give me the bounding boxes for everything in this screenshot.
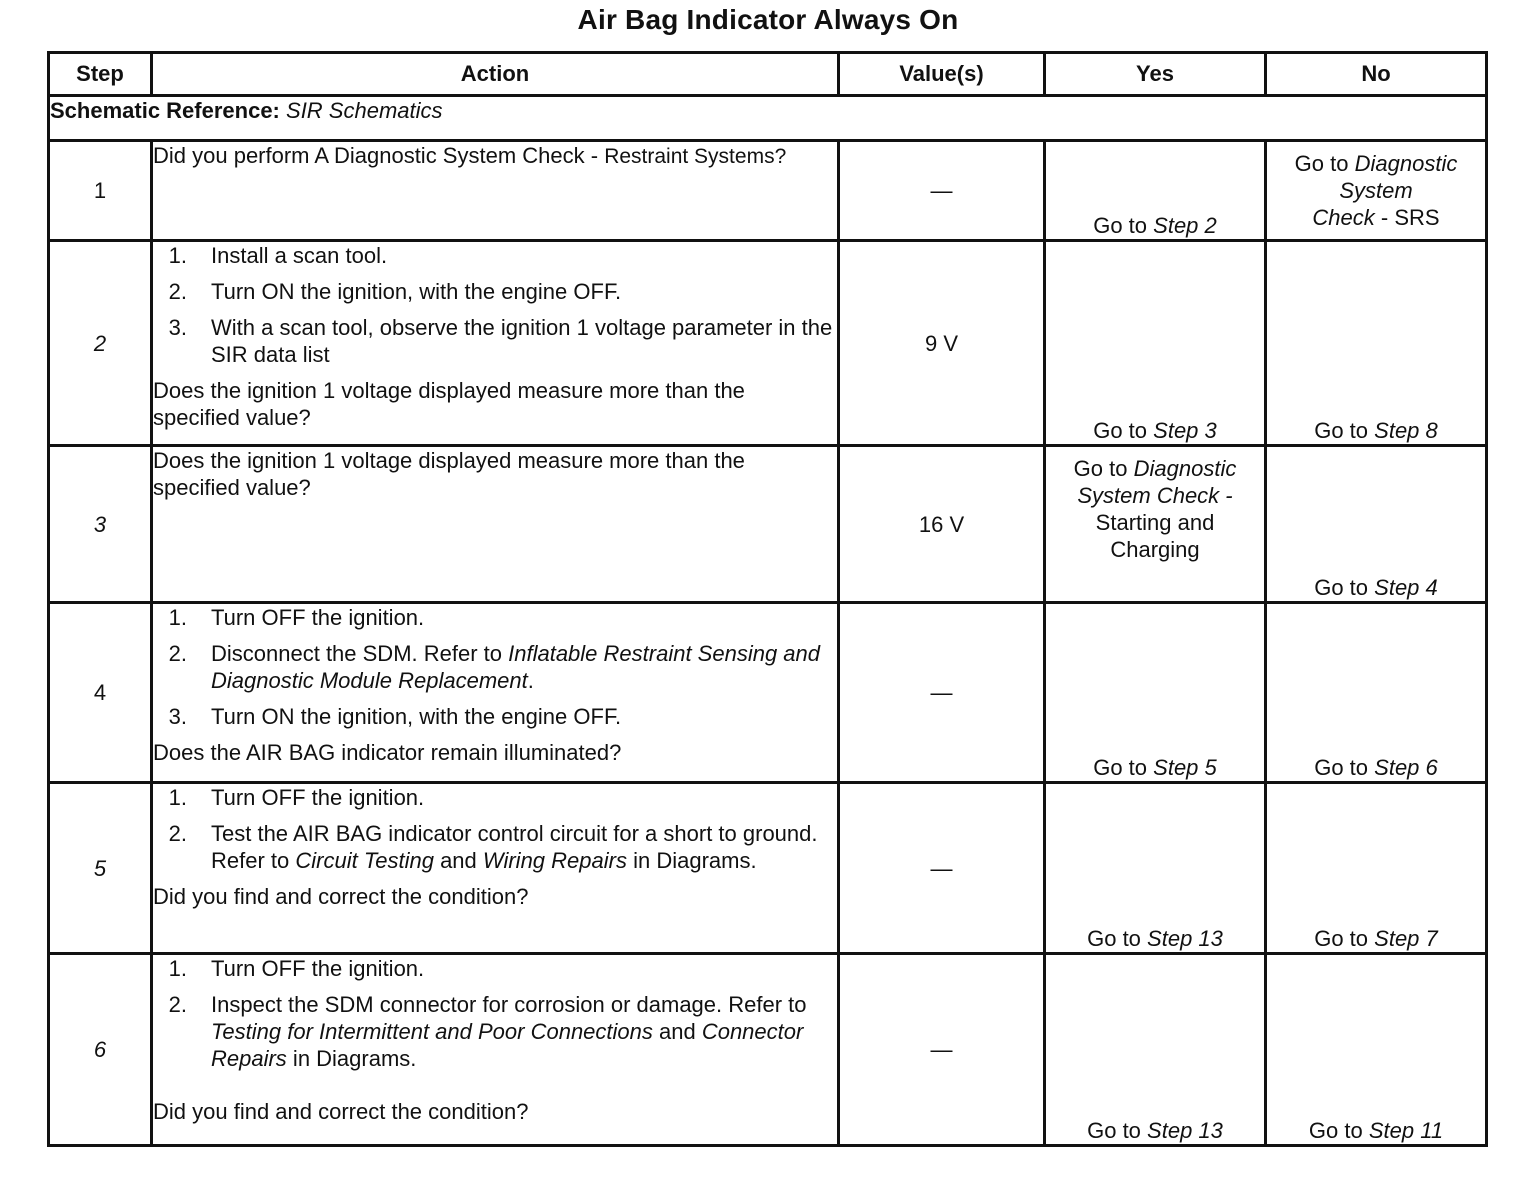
- action-item: 3. With a scan tool, observe the ignition 1 voltage parameter in the SIR data list: [168, 315, 833, 367]
- header-step: Step: [49, 53, 152, 96]
- yes-cell: Go to Diagnostic System Check - Starting and Charging: [1045, 446, 1266, 603]
- no-cell: [1266, 141, 1487, 241]
- table-row: [49, 141, 1487, 241]
- value-cell: —: [839, 954, 1045, 1146]
- step-number: 1: [49, 141, 152, 241]
- action-list: [153, 604, 837, 730]
- value-cell: 16 V: [839, 446, 1045, 603]
- action-question: Did you perform A Diagnostic System Check -: [153, 143, 599, 168]
- action-item: 1. Install a scan tool.: [168, 243, 388, 268]
- yes-cell: Go to Step 5: [1045, 603, 1266, 783]
- action-cell: [152, 241, 839, 446]
- yes-cell: Go to Step 13: [1045, 783, 1266, 954]
- action-question: Did you find and correct the condition?: [153, 1099, 529, 1124]
- action-item: 2. Turn ON the ignition, with the engine OFF.: [168, 279, 622, 304]
- action-item: 1. Turn OFF the ignition.: [168, 785, 425, 810]
- no-cell: Go to Step 11: [1266, 954, 1487, 1146]
- yes-link: System Check -: [1077, 483, 1233, 508]
- no-link: Diagnostic: [1354, 151, 1458, 176]
- yes-step-link: Step 13: [1147, 926, 1223, 951]
- action-list: [153, 784, 837, 874]
- no-link: Check: [1312, 205, 1375, 230]
- yes-step-link: Step 2: [1153, 213, 1217, 238]
- table-row: [49, 603, 1487, 783]
- schematic-label: Schematic Reference:: [50, 98, 280, 123]
- no-step-link: Step 4: [1374, 575, 1438, 600]
- yes-cell: [1045, 141, 1266, 241]
- action-list: [153, 955, 837, 1072]
- header-yes: Yes: [1045, 53, 1266, 96]
- yes-cell: Go to Step 3: [1045, 241, 1266, 446]
- no-cell: Go to Step 4: [1266, 446, 1487, 603]
- no-step-link: Step 6: [1374, 755, 1438, 780]
- action-question: Does the ignition 1 voltage displayed measure more than the specified value?: [153, 378, 745, 430]
- step-number: 5: [49, 783, 152, 954]
- step-number: 6: [49, 954, 152, 1146]
- schematic-reference: [49, 96, 1487, 141]
- no-step-link: Step 7: [1374, 926, 1438, 951]
- action-cell: [152, 141, 839, 241]
- goto-text: Go to: [1294, 151, 1349, 176]
- step-number: 2: [49, 241, 152, 446]
- no-cell: Go to Step 6: [1266, 603, 1487, 783]
- value-cell: 9 V: [839, 241, 1045, 446]
- action-question: Did you find and correct the condition?: [153, 884, 529, 909]
- no-cell: Go to Step 8: [1266, 241, 1487, 446]
- action-item: 2. Test the AIR BAG indicator control circuit for a short to ground. Refer to Circuit Testing and Wiring Repairs in Diagrams.: [168, 821, 818, 873]
- value-cell: —: [839, 141, 1045, 241]
- action-cell: [152, 954, 839, 1146]
- action-item: 3. Turn ON the ignition, with the engine OFF.: [168, 704, 622, 729]
- page-title: Air Bag Indicator Always On: [577, 4, 959, 35]
- action-question-cont: Restraint Systems?: [604, 145, 787, 168]
- header-action: Action: [152, 53, 839, 96]
- no-link-suffix: - SRS: [1374, 205, 1440, 230]
- schematic-row: [49, 96, 1487, 141]
- yes-step-link: Step 13: [1147, 1118, 1223, 1143]
- table-row: [49, 241, 1487, 446]
- action-item: 2. Disconnect the SDM. Refer to Inflatable Restraint Sensing and Diagnostic Module Replacement.: [168, 641, 820, 693]
- yes-step-link: Step 3: [1153, 418, 1217, 443]
- table-row: [49, 783, 1487, 954]
- action-cell: [152, 446, 839, 603]
- goto-text: Go to: [1093, 213, 1148, 238]
- yes-link-suffix: Charging: [1110, 537, 1200, 562]
- value-cell: —: [839, 783, 1045, 954]
- yes-link-suffix: Starting and: [1095, 510, 1215, 535]
- table-row: [49, 954, 1487, 1146]
- step-number: 3: [49, 446, 152, 603]
- action-question: Does the ignition 1 voltage displayed measure more than the specified value?: [153, 448, 745, 500]
- no-link: System: [1339, 178, 1413, 203]
- yes-cell: Go to Step 13: [1045, 954, 1266, 1146]
- value-cell: —: [839, 603, 1045, 783]
- action-cell: [152, 783, 839, 954]
- action-cell: [152, 603, 839, 783]
- action-item: 1. Turn OFF the ignition.: [168, 956, 425, 981]
- table-row: [49, 446, 1487, 603]
- action-item: 2. Inspect the SDM connector for corrosion or damage. Refer to Testing for Intermittent and Poor Connections and Connector Repairs in Diagrams.: [168, 992, 807, 1071]
- yes-step-link: Step 5: [1153, 755, 1217, 780]
- schematic-link: SIR Schematics: [286, 98, 443, 123]
- action-item: 1. Turn OFF the ignition.: [168, 605, 425, 630]
- action-question: Does the AIR BAG indicator remain illuminated?: [153, 740, 622, 765]
- action-list: [153, 242, 837, 368]
- diagnostic-table: [47, 51, 1488, 1147]
- step-number: 4: [49, 603, 152, 783]
- header-no: No: [1266, 53, 1487, 96]
- header-row: [49, 53, 1487, 96]
- no-cell: Go to Step 7: [1266, 783, 1487, 954]
- yes-link: Diagnostic: [1133, 456, 1237, 481]
- no-step-link: Step 8: [1374, 418, 1438, 443]
- header-values: Value(s): [839, 53, 1045, 96]
- no-step-link: Step 11: [1368, 1118, 1444, 1143]
